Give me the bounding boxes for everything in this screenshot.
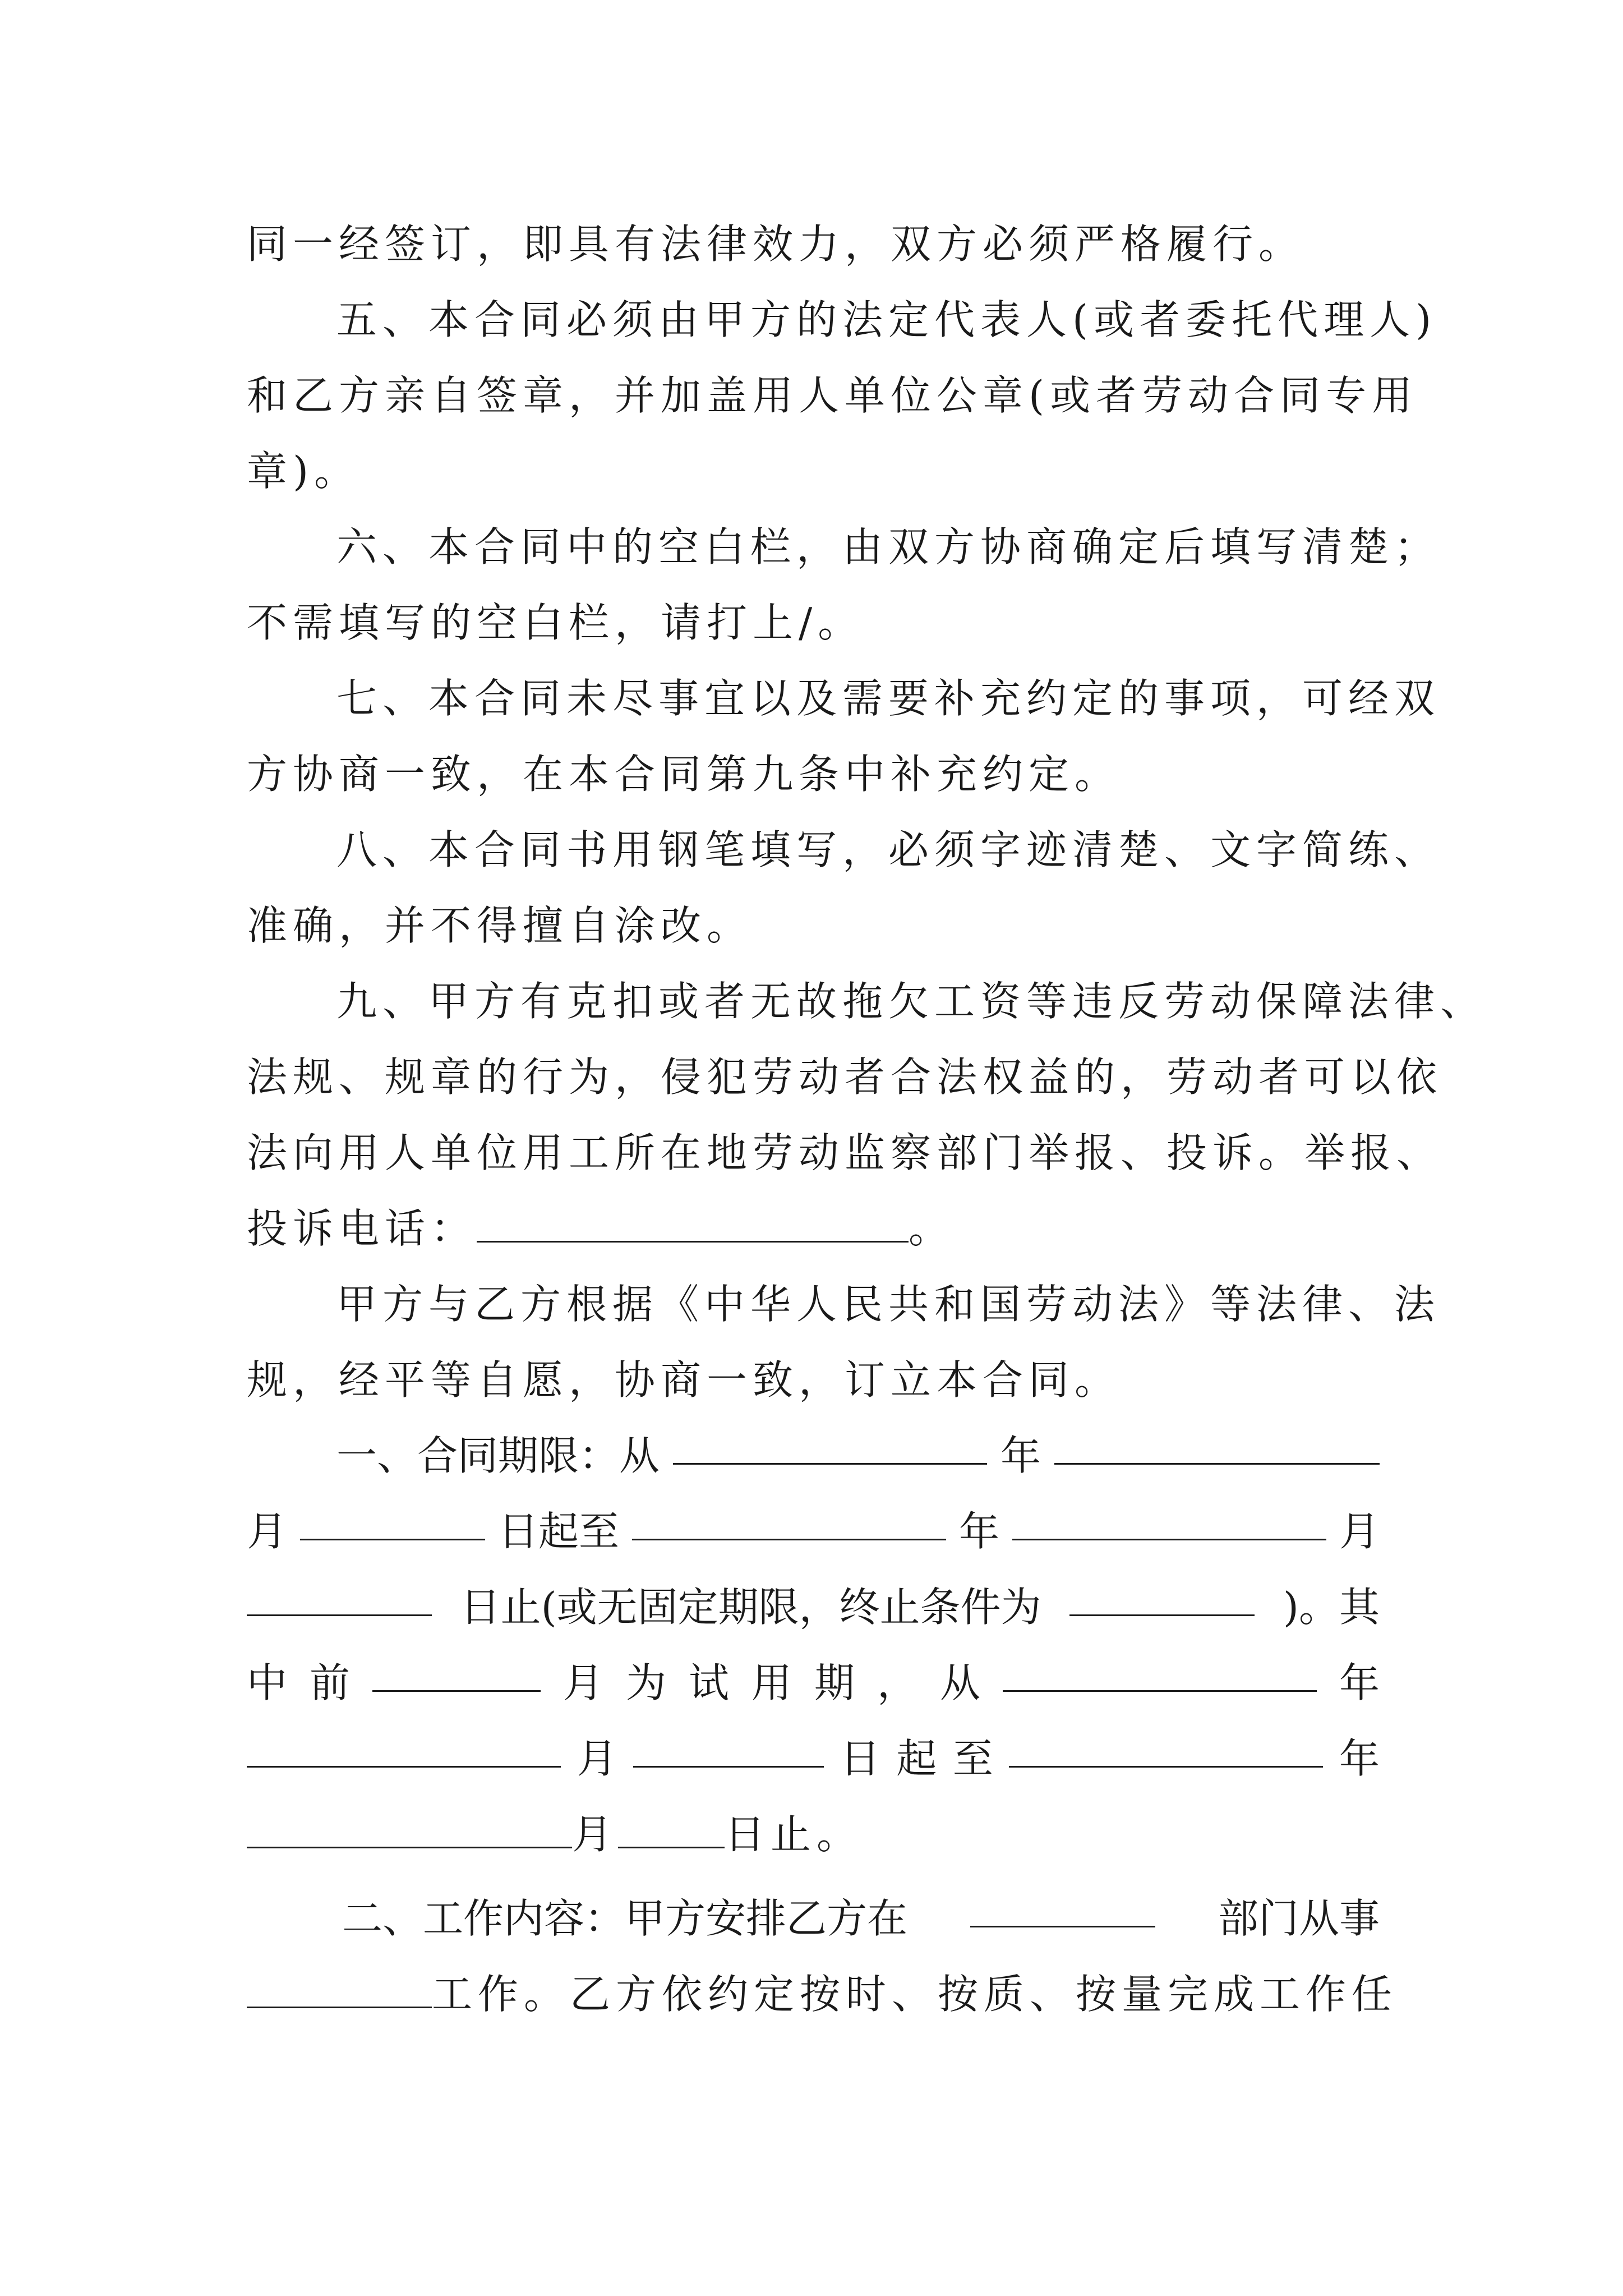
start-day-blank[interactable] <box>300 1501 485 1540</box>
text: 方协商一致，在本合同第九条中补充约定。 <box>247 751 1121 798</box>
text-line <box>247 1046 1443 1108</box>
text: 年 <box>1339 1735 1380 1782</box>
text: 一、合同期限：从 <box>336 1432 660 1479</box>
text: 部门从事 <box>1218 1895 1380 1942</box>
start-year-blank[interactable] <box>673 1425 987 1465</box>
text: 规，经平等自愿，协商一致，订立本合同。 <box>247 1356 1121 1404</box>
text-line <box>247 365 1418 426</box>
probation-start-year-blank[interactable] <box>1003 1652 1317 1692</box>
text: 投诉电话： <box>247 1205 477 1252</box>
text: 用 <box>751 1659 792 1706</box>
term-line-2 <box>247 1501 1380 1562</box>
text-line <box>247 440 1380 502</box>
department-blank[interactable] <box>970 1888 1155 1927</box>
start-month-blank[interactable] <box>1054 1425 1380 1465</box>
text-line <box>247 1349 1380 1411</box>
term-line-3 <box>247 1576 1380 1638</box>
text: 月 <box>572 1811 619 1858</box>
probation-line-3 <box>247 1803 1380 1865</box>
probation-start-day-blank[interactable] <box>633 1728 824 1768</box>
text: 。 <box>909 1205 955 1252</box>
text: 甲方与乙方根据《中华人民共和国劳动法》等法律、法 <box>336 1281 1441 1328</box>
text: 月 <box>1339 1508 1380 1555</box>
probation-start-month-blank[interactable] <box>247 1728 561 1768</box>
probation-line-2 <box>247 1728 1380 1789</box>
clause-5 <box>336 289 1437 351</box>
text: 月 <box>562 1659 603 1706</box>
probation-months-blank[interactable] <box>372 1652 541 1692</box>
text: 六、本合同中的空白栏，由双方协商确定后填写清楚； <box>336 523 1441 570</box>
text-line <box>247 895 1380 956</box>
text-line <box>247 743 1380 805</box>
text: 日止。 <box>725 1811 863 1858</box>
probation-end-day-blank[interactable] <box>618 1809 725 1848</box>
end-month-blank[interactable] <box>1012 1501 1326 1540</box>
text-line <box>247 592 1380 654</box>
end-year-blank[interactable] <box>632 1501 946 1540</box>
text: 同一经签订，即具有法律效力，双方必须严格履行。 <box>247 220 1305 268</box>
text: 准确，并不得擅自涂改。 <box>247 902 753 949</box>
text: 日止(或无固定期限，终止条件为 <box>460 1584 1041 1631</box>
work-content-line-1 <box>342 1888 1380 1949</box>
text: 和乙方亲自签章，并加盖用人单位公章(或者劳动合同专用 <box>247 372 1418 419</box>
text: 月 <box>577 1735 617 1782</box>
text: 年 <box>958 1508 999 1555</box>
probation-end-month-blank[interactable] <box>247 1809 572 1848</box>
clause-7 <box>336 668 1441 729</box>
text: 不需填写的空白栏，请打上/。 <box>247 599 864 646</box>
text: 前 <box>310 1659 351 1706</box>
text: 从 <box>939 1659 980 1706</box>
text: 八、本合同书用钢笔填写，必须字迹清楚、文字简练、 <box>336 826 1441 873</box>
term-line-1 <box>336 1425 1380 1487</box>
text: 章)。 <box>247 448 361 495</box>
work-content-line-2 <box>247 1963 1398 2025</box>
text: )。其 <box>1283 1584 1380 1631</box>
text: 法规、规章的行为，侵犯劳动者合法权益的，劳动者可以依 <box>247 1053 1443 1101</box>
text: 二、工作内容：甲方安排乙方在 <box>342 1895 908 1942</box>
text: 工作。乙方依约定按时、按质、按量完成工作任 <box>432 1971 1398 2018</box>
clause-8 <box>336 819 1441 881</box>
preamble <box>336 1273 1441 1335</box>
text-line <box>247 213 1380 275</box>
phone-blank[interactable] <box>477 1203 909 1243</box>
text: ， <box>877 1659 917 1706</box>
text: 试 <box>688 1659 729 1706</box>
probation-line-1 <box>247 1652 1380 1714</box>
text: 中 <box>247 1659 288 1706</box>
complaint-phone-line <box>247 1198 1380 1259</box>
text: 期 <box>814 1659 855 1706</box>
text: 年 <box>1339 1659 1380 1706</box>
text: 年 <box>1000 1432 1041 1479</box>
clause-9 <box>336 970 1487 1032</box>
text: 起 <box>896 1735 937 1782</box>
clause-6 <box>336 516 1441 578</box>
text-line <box>247 1122 1443 1184</box>
text: 九、甲方有克扣或者无故拖欠工资等违反劳动保障法律、 <box>336 978 1487 1025</box>
text: 至 <box>952 1735 993 1782</box>
text: 七、本合同未尽事宜以及需要补充约定的事项，可经双 <box>336 675 1441 722</box>
text: 五、本合同必须由甲方的法定代表人(或者委托代理人) <box>336 296 1437 343</box>
text: 月 <box>247 1508 288 1555</box>
text: 日 <box>840 1735 880 1782</box>
text: 法向用人单位用工所在地劳动监察部门举报、投诉。举报、 <box>247 1129 1443 1176</box>
end-day-blank[interactable] <box>247 1576 432 1616</box>
text: 日起至 <box>497 1508 619 1555</box>
termination-condition-blank[interactable] <box>1069 1576 1255 1616</box>
text: 为 <box>625 1659 666 1706</box>
probation-end-year-blank[interactable] <box>1009 1728 1323 1768</box>
job-blank[interactable] <box>247 1968 432 2008</box>
